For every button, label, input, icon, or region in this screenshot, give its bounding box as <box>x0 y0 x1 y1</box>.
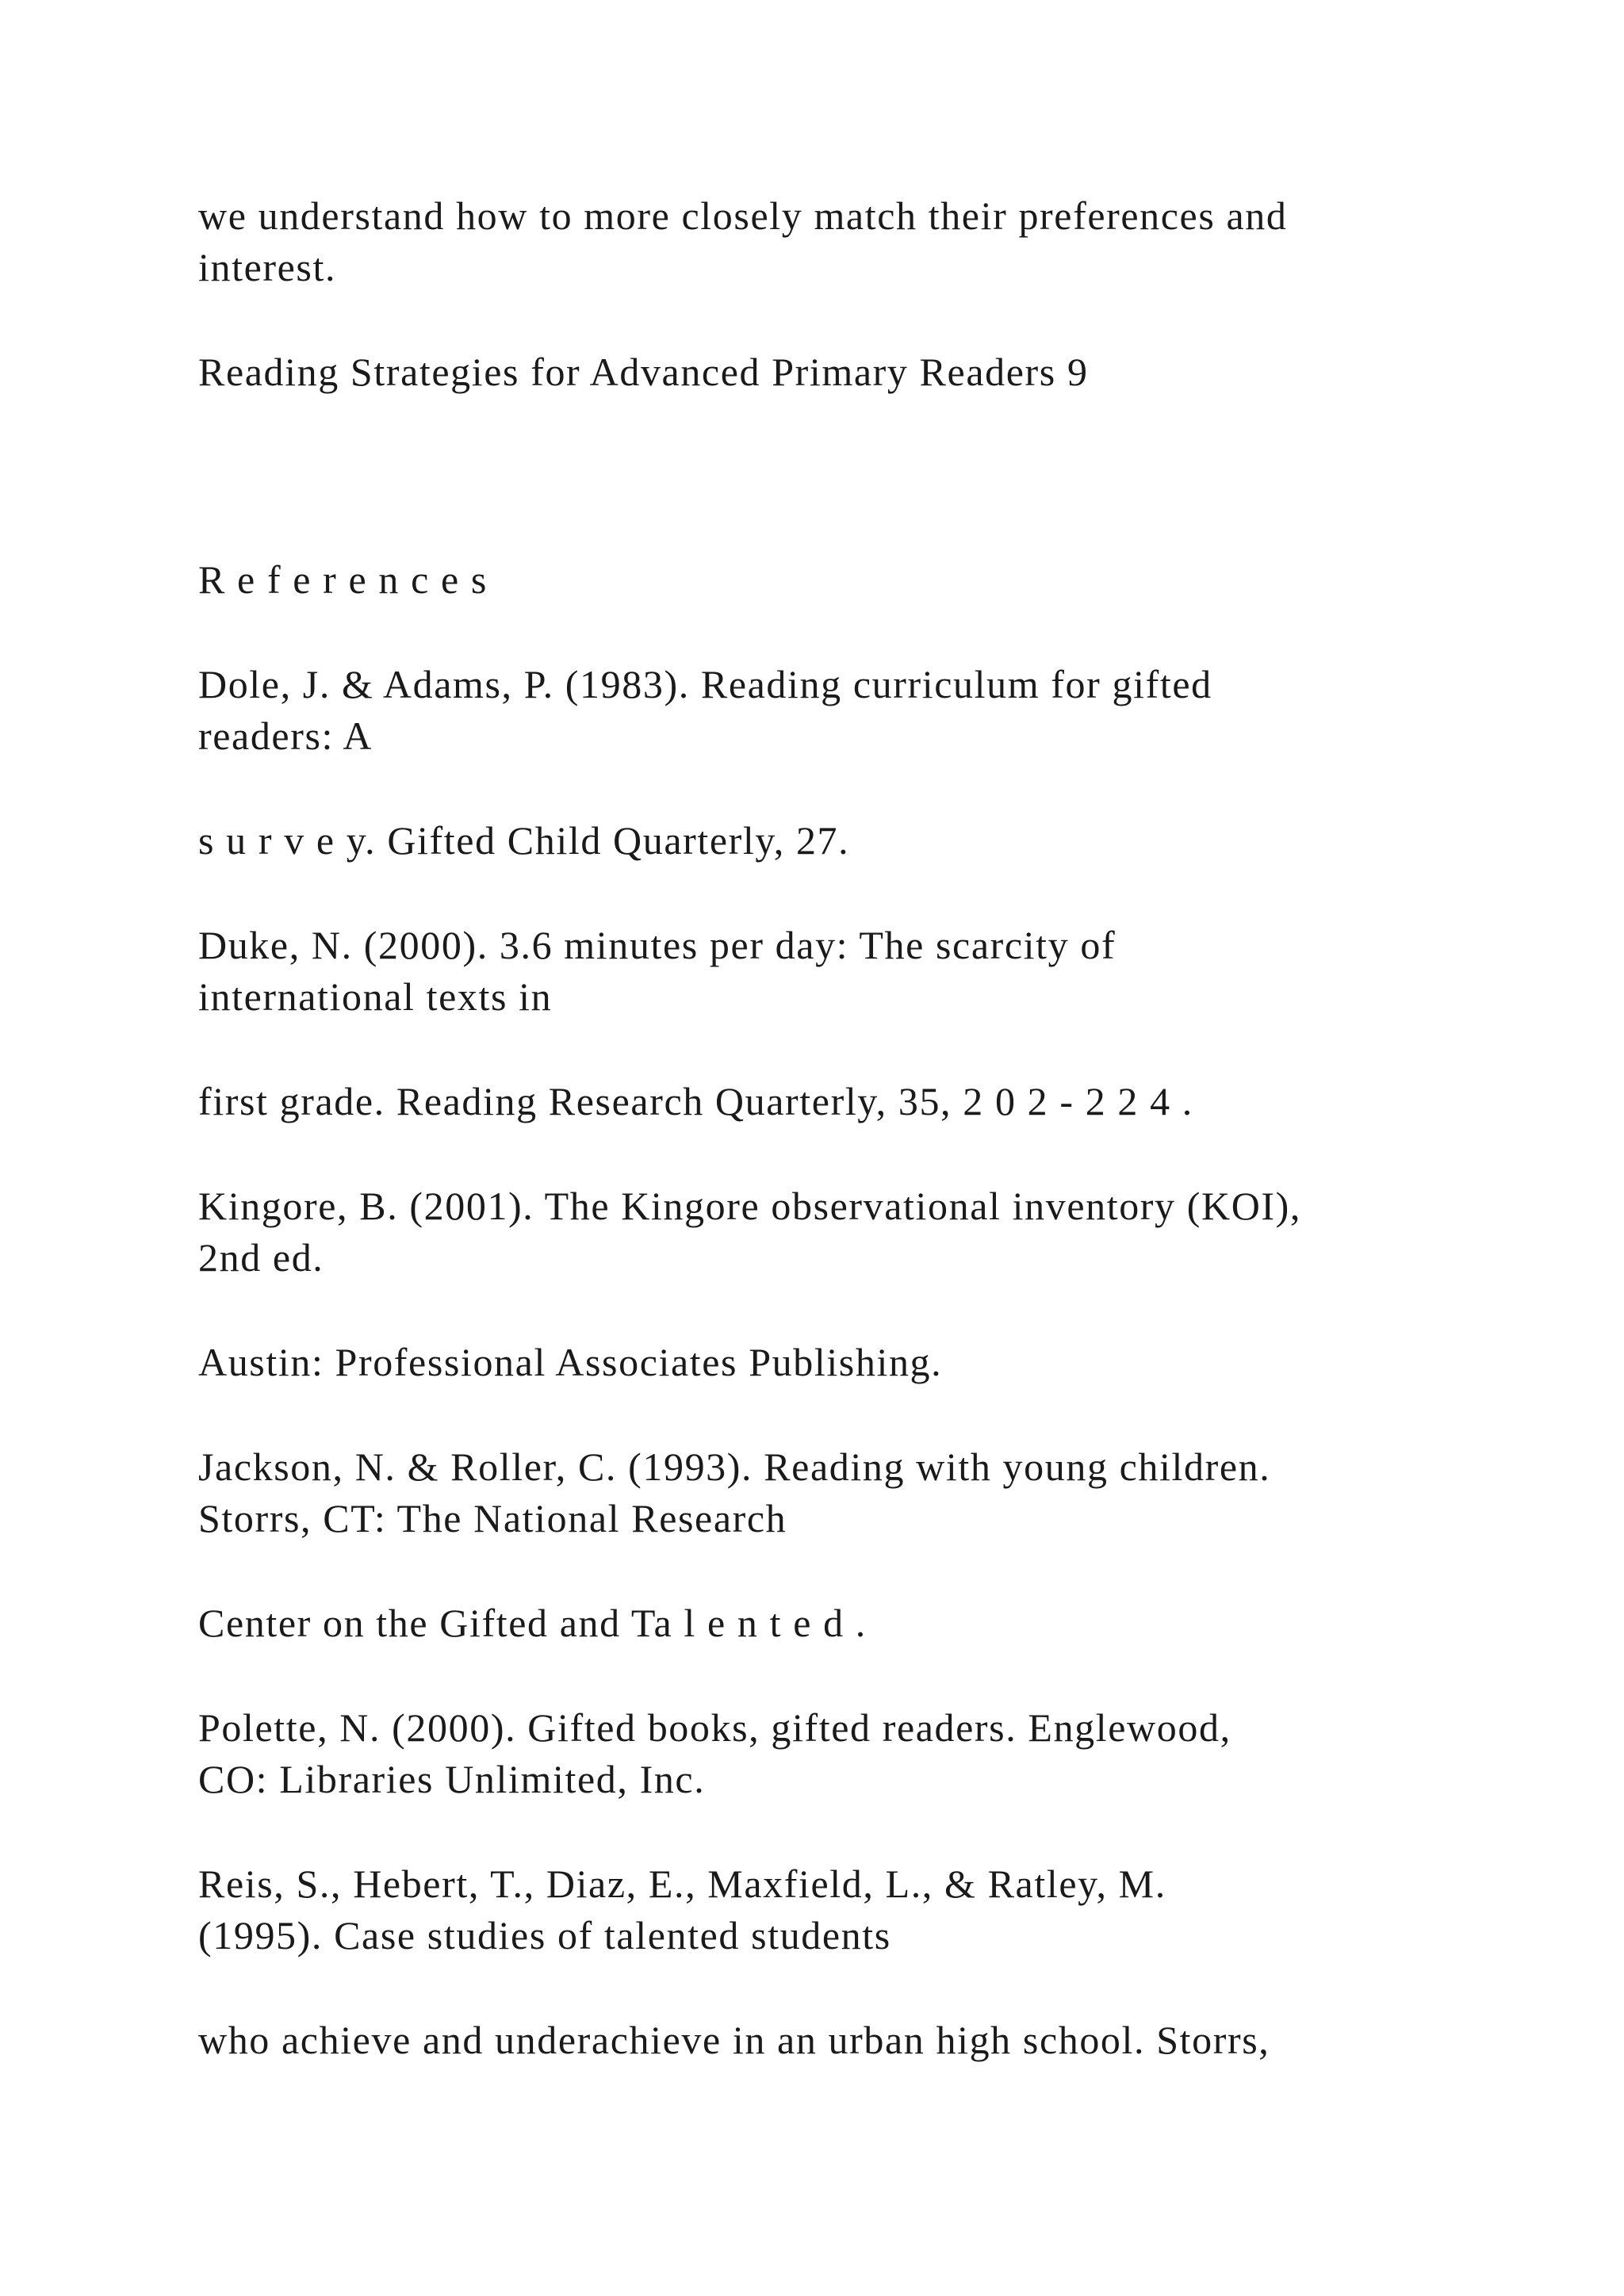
document-body <box>198 190 1467 2119</box>
reference-entry: Dole, J. & Adams, P. (1983). Reading curriculum for gifted readers: A <box>198 662 1212 758</box>
reference-entry: Polette, N. (2000). Gifted books, gifted readers. Englewood, CO: Libraries Unlimited, Inc. <box>198 1705 1231 1801</box>
reference-entry: Austin: Professional Associates Publishing. <box>198 1340 943 1384</box>
reference-entry: s u r v e y. Gifted Child Quarterly, 27. <box>198 818 850 863</box>
reference-entry: Kingore, B. (2001). The Kingore observational inventory (KOI), 2nd ed. <box>198 1184 1302 1280</box>
running-header: Reading Strategies for Advanced Primary Readers 9 <box>198 350 1089 394</box>
body-paragraph: we understand how to more closely match their preferences and interest. <box>198 193 1288 289</box>
reference-entry: first grade. Reading Research Quarterly, 35, 2 0 2 - 2 2 4 . <box>198 1079 1193 1123</box>
reference-entry: who achieve and underachieve in an urban high school. Storrs, <box>198 2018 1270 2062</box>
reference-entry: Reis, S., Hebert, T., Diaz, E., Maxfield, L., & Ratley, M. (1995). Case studies of talented students <box>198 1862 1166 1957</box>
reference-entry: Duke, N. (2000). 3.6 minutes per day: The scarcity of international texts in <box>198 923 1116 1019</box>
reference-entry: Jackson, N. & Roller, C. (1993). Reading with young children. Storrs, CT: The National Research <box>198 1445 1271 1540</box>
reference-entry: Center on the Gifted and Ta l e n t e d . <box>198 1601 867 1645</box>
references-heading: R e f e r e n c e s <box>198 557 488 602</box>
